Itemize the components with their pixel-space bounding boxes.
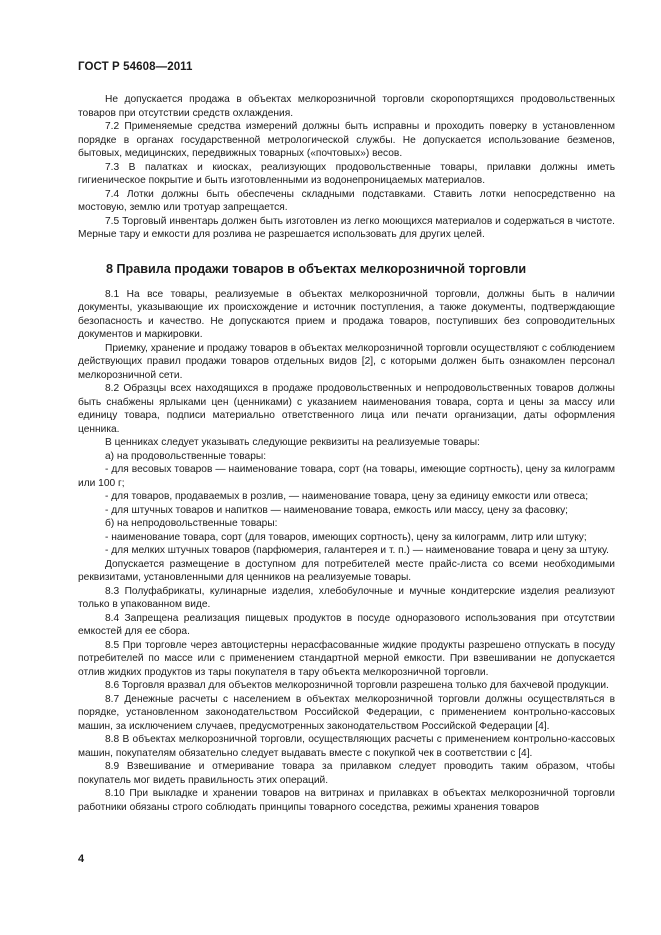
paragraph-8-7: 8.7 Денежные расчеты с населением в объектах мелкорозничной торговли должны осуществляться в порядке, установленном законодательством Российской Федерации, с применением контрольно-кассовых машин, за исключением случаев, предусмотренных законодательством Российской Федерации [4].	[78, 693, 615, 732]
paragraph-7-2: 7.2 Применяемые средства измерений должны быть исправны и проходить поверку в установленном порядке в органах государственной метрологической службы. Не допускается использование безменов, бытовых, медицинских, передвижных товарных («почтовых») весов.	[78, 121, 615, 159]
document-header: ГОСТ Р 54608—2011	[78, 61, 193, 73]
paragraph-8-3: 8.3 Полуфабрикаты, кулинарные изделия, хлебобулочные и мучные кондитерские изделия реализуют только в упакованном виде.	[78, 585, 615, 610]
paragraph-8-10: 8.10 При выкладке и хранении товаров на витринах и прилавках в объектах мелкорозничной торговли работники обязаны строго соблюдать принципы товарного соседства, режимы хранения товаров	[78, 788, 615, 813]
paragraph-7-4: 7.4 Лотки должны быть обеспечены складными подставками. Ставить лотки непосредственно на мостовую, землю или тротуар запрещается.	[78, 188, 615, 213]
page-number: 4	[78, 853, 85, 865]
list-item: - для штучных товаров и напитков — наименование товара, емкость или массу, цену за фасовку;	[105, 504, 569, 516]
paragraph-8-1: 8.1 На все товары, реализуемые в объектах мелкорозничной торговли, должны быть в наличии документы, указывающие их происхождение и источник поступления, а также документы, подтверждающие безопасность и качество. Не допускаются прием и продажа товаров, поступивших без сопроводительных документов и маркировки.	[78, 288, 615, 340]
list-item: б) на непродовольственные товары:	[105, 518, 278, 529]
list-item: - для товаров, продаваемых в розлив, — наименование товара, цену за единицу емкости или отвеса;	[105, 491, 589, 502]
paragraph: Не допускается продажа в объектах мелкорозничной торговли скоропортящихся продовольственных товаров при отсутствии средств охлаждения.	[78, 94, 615, 119]
paragraph: В ценниках следует указывать следующие реквизиты на реализуемые товары:	[105, 437, 480, 448]
document-body	[78, 93, 615, 814]
list-item: - наименование товара, сорт (для товаров, имеющих сортность), цену за килограмм, литр или штуку;	[105, 531, 587, 543]
paragraph-8-6: 8.6 Торговля вразвал для объектов мелкорозничной торговли разрешена только для бахчевой продукции.	[105, 680, 609, 691]
paragraph-8-5: 8.5 При торговле через автоцистерны нерасфасованные жидкие продукты разрешено отпускать в посуду потребителей по массе или с применением стандартной мерной емкости. При взвешивании не допускается отлив жидких продуктов из тары покупателя в тару объекта мелкорозничной торговли.	[78, 639, 615, 678]
paragraph-7-3: 7.3 В палатках и киосках, реализующих продовольственные товары, прилавки должны иметь гигиеническое покрытие и быть изготовленными из водонепроницаемых материалов.	[78, 161, 615, 186]
paragraph-8-2: 8.2 Образцы всех находящихся в продаже продовольственных и непродовольственных товаров должны быть снабжены ярлыками цен (ценниками) с указанием наименования товара, сорта и цены за массу или единицу товара, подписи материально ответственного лица или печати организации, даты оформления ценника.	[78, 383, 615, 435]
paragraph-8-9: 8.9 Взвешивание и отмеривание товара за прилавком следует проводить таким образом, чтобы покупатель мог видеть правильность этих операций.	[78, 761, 615, 786]
paragraph-8-8: 8.8 В объектах мелкорозничной торговли, осуществляющих расчеты с применением контрольно-кассовых машин, покупателям обязательно следует выдавать вместе с покупкой чек в соответствии с [4].	[78, 734, 615, 759]
list-item: - для весовых товаров — наименование товара, сорт (на товары, имеющие сортность), цену за килограмм или 100 г;	[78, 464, 615, 489]
list-item: а) на продовольственные товары:	[105, 450, 267, 462]
paragraph-7-5: 7.5 Торговый инвентарь должен быть изготовлен из легко моющихся материалов и содержаться в чистоте. Мерные тару и емкости для розлива не разрешается использовать для других целей.	[78, 215, 615, 240]
section-title: 8 Правила продажи товаров в объектах мелкорозничной торговли	[106, 261, 527, 276]
paragraph-8-4: 8.4 Запрещена реализация пищевых продуктов в посуде одноразового использования при отсутствии емкостей для ее сбора.	[78, 612, 615, 637]
paragraph: Допускается размещение в доступном для потребителей месте прайс-листа со всеми необходимыми реквизитами, установленными для ценников на реализуемые товары.	[78, 558, 615, 583]
paragraph: Приемку, хранение и продажу товаров в объектах мелкорозничной торговли осуществляют с соблюдением действующих правил продажи товаров отдельных видов [2], с которыми должен быть ознакомлен персонал мелкорозничной сети.	[78, 342, 615, 381]
list-item: - для мелких штучных товаров (парфюмерия, галантерея и т. п.) — наименование товара и цену за штуку.	[105, 545, 609, 556]
